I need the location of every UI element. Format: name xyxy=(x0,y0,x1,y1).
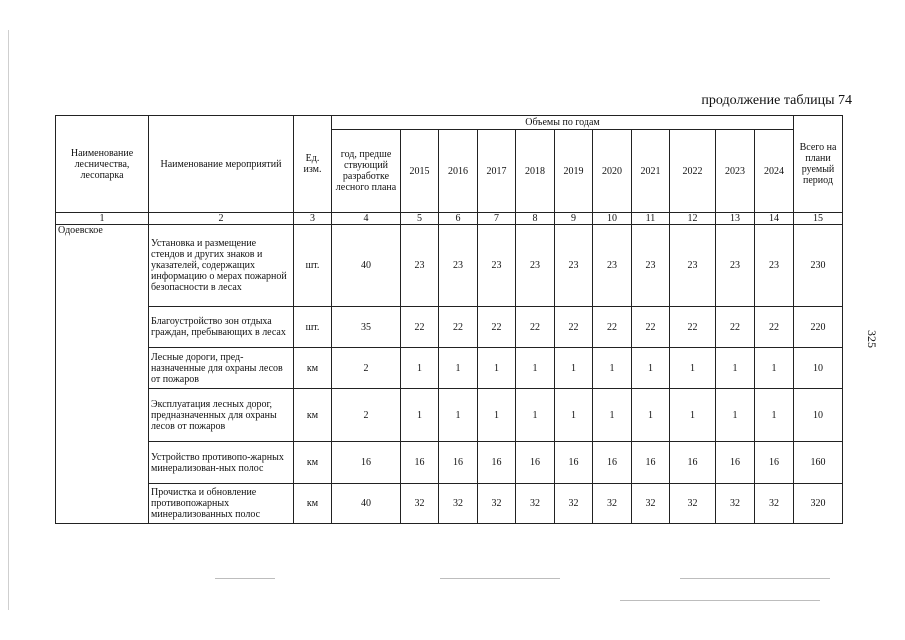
table-row xyxy=(56,389,843,442)
measure-name: Благоустройство зон отдыха граждан, пребывающих в лесах xyxy=(149,307,294,348)
year-value: 23 xyxy=(555,225,593,307)
header-volumes-by-year: Объемы по годам xyxy=(332,116,794,130)
year-value: 1 xyxy=(593,348,632,389)
year-value: 22 xyxy=(632,307,670,348)
unit-cell: км xyxy=(294,389,332,442)
total-value: 230 xyxy=(794,225,843,307)
column-number: 5 xyxy=(401,213,439,225)
total-value: 320 xyxy=(794,484,843,524)
year-value: 22 xyxy=(401,307,439,348)
measure-name: Лесные дороги, пред-назначенные для охраны лесов от пожаров xyxy=(149,348,294,389)
scan-mark xyxy=(215,578,275,579)
year-value: 1 xyxy=(632,389,670,442)
year-value: 16 xyxy=(478,442,516,484)
year-value: 1 xyxy=(593,389,632,442)
year-value: 1 xyxy=(632,348,670,389)
measure-name: Устройство противопо-жарных минерализован-ных полос xyxy=(149,442,294,484)
year-value: 22 xyxy=(593,307,632,348)
year-value: 22 xyxy=(555,307,593,348)
forest-fire-measures-table xyxy=(55,115,843,524)
column-number: 3 xyxy=(294,213,332,225)
year-value: 16 xyxy=(755,442,794,484)
year-value: 16 xyxy=(716,442,755,484)
table-row xyxy=(56,484,843,524)
header-year: 2024 xyxy=(755,130,794,213)
column-number: 10 xyxy=(593,213,632,225)
header-forestry: Наименование лесничества, лесопарка xyxy=(56,116,149,213)
total-value: 220 xyxy=(794,307,843,348)
year-value: 1 xyxy=(439,348,478,389)
year-value: 23 xyxy=(632,225,670,307)
year-value: 1 xyxy=(670,389,716,442)
prev-year-cell: 35 xyxy=(332,307,401,348)
unit-cell: шт. xyxy=(294,225,332,307)
header-year-prev: год, предше ствующий разработке лесного плана xyxy=(332,130,401,213)
table-row xyxy=(56,442,843,484)
year-value: 1 xyxy=(755,389,794,442)
header-year: 2018 xyxy=(516,130,555,213)
year-value: 16 xyxy=(516,442,555,484)
column-number: 12 xyxy=(670,213,716,225)
table-continuation-caption: продолжение таблицы 74 xyxy=(701,93,852,108)
year-value: 32 xyxy=(439,484,478,524)
header-year: 2016 xyxy=(439,130,478,213)
table-row xyxy=(56,307,843,348)
unit-cell: шт. xyxy=(294,307,332,348)
header-unit: Ед. изм. xyxy=(294,116,332,213)
column-number: 1 xyxy=(56,213,149,225)
year-value: 32 xyxy=(478,484,516,524)
forestry-name: Одоевское xyxy=(56,225,149,524)
year-value: 32 xyxy=(555,484,593,524)
year-value: 22 xyxy=(516,307,555,348)
unit-cell: км xyxy=(294,348,332,389)
prev-year-cell: 2 xyxy=(332,348,401,389)
year-value: 1 xyxy=(555,348,593,389)
year-value: 1 xyxy=(401,348,439,389)
year-value: 32 xyxy=(755,484,794,524)
column-number: 8 xyxy=(516,213,555,225)
table-row xyxy=(56,225,843,307)
year-value: 22 xyxy=(755,307,794,348)
measure-name: Установка и размещение стендов и других знаков и указателей, содержащих информацию о мерах пожарной безопасности в лесах xyxy=(149,225,294,307)
year-value: 1 xyxy=(555,389,593,442)
year-value: 1 xyxy=(439,389,478,442)
column-number: 11 xyxy=(632,213,670,225)
measure-name: Эксплуатация лесных дорог, предназначенных для охраны лесов от пожаров xyxy=(149,389,294,442)
prev-year-cell: 2 xyxy=(332,389,401,442)
column-number: 4 xyxy=(332,213,401,225)
year-value: 1 xyxy=(670,348,716,389)
year-value: 16 xyxy=(555,442,593,484)
year-value: 1 xyxy=(716,389,755,442)
scan-mark xyxy=(440,578,560,579)
header-year: 2020 xyxy=(593,130,632,213)
year-value: 23 xyxy=(716,225,755,307)
year-value: 1 xyxy=(755,348,794,389)
year-value: 16 xyxy=(632,442,670,484)
year-value: 23 xyxy=(439,225,478,307)
year-value: 32 xyxy=(401,484,439,524)
year-value: 32 xyxy=(516,484,555,524)
prev-year-cell: 40 xyxy=(332,225,401,307)
total-value: 160 xyxy=(794,442,843,484)
header-total: Всего на плани руемый период xyxy=(794,116,843,213)
column-number: 6 xyxy=(439,213,478,225)
year-value: 1 xyxy=(716,348,755,389)
year-value: 23 xyxy=(401,225,439,307)
year-value: 1 xyxy=(478,348,516,389)
year-value: 22 xyxy=(670,307,716,348)
column-number: 9 xyxy=(555,213,593,225)
year-value: 16 xyxy=(670,442,716,484)
column-number: 14 xyxy=(755,213,794,225)
header-year: 2017 xyxy=(478,130,516,213)
year-value: 22 xyxy=(439,307,478,348)
header-year: 2019 xyxy=(555,130,593,213)
measure-name: Прочистка и обновление противопожарных минерализованных полос xyxy=(149,484,294,524)
column-number: 7 xyxy=(478,213,516,225)
year-value: 32 xyxy=(632,484,670,524)
header-year: 2023 xyxy=(716,130,755,213)
header-year: 2022 xyxy=(670,130,716,213)
header-measure: Наименование мероприятий xyxy=(149,116,294,213)
table-row xyxy=(56,348,843,389)
prev-year-cell: 16 xyxy=(332,442,401,484)
scan-mark xyxy=(620,600,820,601)
year-value: 16 xyxy=(439,442,478,484)
year-value: 32 xyxy=(593,484,632,524)
year-value: 1 xyxy=(516,389,555,442)
unit-cell: км xyxy=(294,484,332,524)
year-value: 22 xyxy=(478,307,516,348)
column-number: 2 xyxy=(149,213,294,225)
year-value: 32 xyxy=(716,484,755,524)
year-value: 1 xyxy=(516,348,555,389)
year-value: 16 xyxy=(401,442,439,484)
total-value: 10 xyxy=(794,389,843,442)
scan-mark xyxy=(8,30,9,610)
column-number: 15 xyxy=(794,213,843,225)
year-value: 23 xyxy=(478,225,516,307)
year-value: 16 xyxy=(593,442,632,484)
year-value: 23 xyxy=(593,225,632,307)
scan-mark xyxy=(680,578,830,579)
page-number: 325 xyxy=(865,330,879,348)
total-value: 10 xyxy=(794,348,843,389)
year-value: 23 xyxy=(516,225,555,307)
year-value: 1 xyxy=(401,389,439,442)
year-value: 23 xyxy=(755,225,794,307)
year-value: 32 xyxy=(670,484,716,524)
year-value: 22 xyxy=(716,307,755,348)
header-year: 2015 xyxy=(401,130,439,213)
column-number: 13 xyxy=(716,213,755,225)
header-year: 2021 xyxy=(632,130,670,213)
year-value: 23 xyxy=(670,225,716,307)
prev-year-cell: 40 xyxy=(332,484,401,524)
year-value: 1 xyxy=(478,389,516,442)
unit-cell: км xyxy=(294,442,332,484)
